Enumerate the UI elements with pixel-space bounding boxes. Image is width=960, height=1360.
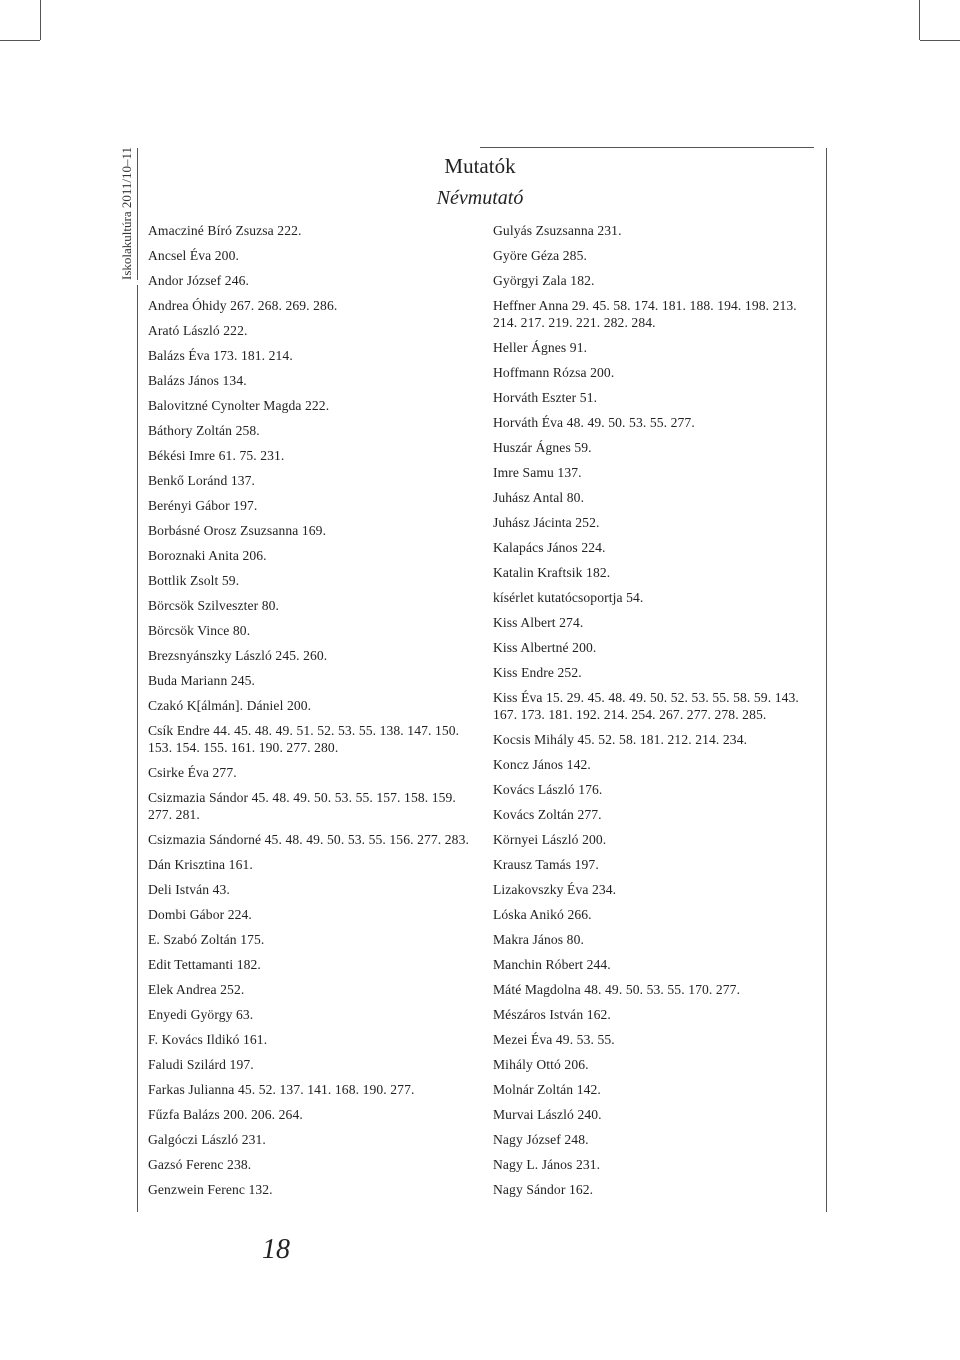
index-entry: Börcsök Vince 80. [148,623,251,638]
index-column-right [493,222,823,1206]
index-entry: F. Kovács Ildikó 161. [148,1032,268,1047]
index-entry: Balázs Éva 173. 181. 214. [148,348,293,363]
index-entry: Deli István 43. [148,882,230,897]
index-entry: Hoffmann Rózsa 200. [493,365,615,380]
index-entry: Dán Krisztina 161. [148,857,253,872]
index-entry: Kovács Zoltán 277. [493,807,602,822]
index-entry: Amacziné Bíró Zsuzsa 222. [148,223,302,238]
crop-mark-top-left-h [0,40,40,41]
index-entry: Buda Mariann 245. [148,673,256,688]
index-entry: Kovács László 176. [493,782,603,797]
index-entry: Lizakovszky Éva 234. [493,882,617,897]
index-entry: Kiss Endre 252. [493,665,582,680]
index-entry: Dombi Gábor 224. [148,907,252,922]
index-entry: Manchin Róbert 244. [493,957,611,972]
index-entry: Brezsnyánszky László 245. 260. [148,648,328,663]
index-entry: Nagy József 248. [493,1132,589,1147]
index-entry: Kalapács János 224. [493,540,606,555]
index-entry: Kocsis Mihály 45. 52. 58. 181. 212. 214. 234. [493,732,748,747]
crop-mark-top-left-v [40,0,41,40]
index-entry: Czakó K[álmán]. Dániel 200. [148,698,312,713]
index-entry: Báthory Zoltán 258. [148,423,260,438]
index-entry: Horváth Eszter 51. [493,390,598,405]
index-entry: Heller Ágnes 91. [493,340,588,355]
index-entry: Horváth Éva 48. 49. 50. 53. 55. 277. [493,415,695,430]
index-entry: Györgyi Zala 182. [493,273,595,288]
index-entry: Genzwein Ferenc 132. [148,1182,273,1197]
index-entry: Mihály Ottó 206. [493,1057,589,1072]
index-entry: Kiss Albertné 200. [493,640,597,655]
index-entry: Berényi Gábor 197. [148,498,258,513]
index-entry: Békési Imre 61. 75. 231. [148,448,285,463]
index-entry: Fűzfa Balázs 200. 206. 264. [148,1107,303,1122]
index-entry: Juhász Antal 80. [493,490,585,505]
index-entry: Heffner Anna 29. 45. 58. 174. 181. 188. 194. 198. 213. 214. 217. 219. 221. 282. 284. [493,298,797,330]
crop-mark-top-right-v [919,0,920,40]
index-entry: Csík Endre 44. 45. 48. 49. 51. 52. 53. 55. 138. 147. 150. 153. 154. 155. 161. 190. 277. 280. [148,723,460,755]
index-entry: Faludi Szilárd 197. [148,1057,254,1072]
index-entry: Nagy Sándor 162. [493,1182,594,1197]
index-entry: Arató László 222. [148,323,248,338]
index-entry: Börcsök Szilveszter 80. [148,598,280,613]
index-entry: Edit Tettamanti 182. [148,957,261,972]
index-entry: Csirke Éva 277. [148,765,237,780]
page-title: Mutatók [444,154,516,178]
page-number: 18 [262,1234,290,1265]
index-entry: Borbásné Orosz Zsuzsanna 169. [148,523,327,538]
index-entry: E. Szabó Zoltán 175. [148,932,265,947]
index-entry: Bottlik Zsolt 59. [148,573,240,588]
index-entry: kísérlet kutatócsoportja 54. [493,590,644,605]
index-entry: Makra János 80. [493,932,584,947]
index-entry: Kiss Albert 274. [493,615,584,630]
index-entry: Krausz Tamás 197. [493,857,599,872]
index-entry: Környei László 200. [493,832,607,847]
page-subtitle: Névmutató [436,187,524,209]
top-rule [480,147,814,148]
index-entry: Koncz János 142. [493,757,591,772]
index-entry: Murvai László 240. [493,1107,602,1122]
index-entry: Imre Samu 137. [493,465,582,480]
index-entry: Gulyás Zsuzsanna 231. [493,223,622,238]
index-entry: Boroznaki Anita 206. [148,548,267,563]
index-entry: Kiss Éva 15. 29. 45. 48. 49. 50. 52. 53. 55. 58. 59. 143. 167. 173. 181. 192. 214. 254. 267. 277. 278. 285. [493,690,799,722]
index-entry: Mezei Éva 49. 53. 55. [493,1032,615,1047]
index-column-left [148,222,478,1206]
index-entry: Máté Magdolna 48. 49. 50. 53. 55. 170. 277. [493,982,741,997]
index-entry: Huszár Ágnes 59. [493,440,592,455]
index-entry: Benkő Loránd 137. [148,473,256,488]
index-entry: Andrea Óhidy 267. 268. 269. 286. [148,298,338,313]
index-entry: Nagy L. János 231. [493,1157,601,1172]
index-entry: Lóska Anikó 266. [493,907,592,922]
running-header-vertical: Iskolakultúra 2011/10–11 [119,147,134,280]
index-entry: Györe Géza 285. [493,248,587,263]
index-entry: Enyedi György 63. [148,1007,254,1022]
index-entry: Farkas Julianna 45. 52. 137. 141. 168. 190. 277. [148,1082,415,1097]
index-entry: Mészáros István 162. [493,1007,611,1022]
crop-mark-top-right-h [920,40,960,41]
index-entry: Galgóczi László 231. [148,1132,266,1147]
index-entry: Katalin Kraftsik 182. [493,565,611,580]
index-entry: Balovitzné Cynolter Magda 222. [148,398,330,413]
index-entry: Csizmazia Sándorné 45. 48. 49. 50. 53. 55. 156. 277. 283. [148,832,469,847]
index-entry: Juhász Jácinta 252. [493,515,600,530]
index-entry: Gazsó Ferenc 238. [148,1157,252,1172]
index-entry: Elek Andrea 252. [148,982,245,997]
index-entry: Balázs János 134. [148,373,247,388]
right-border-rule [826,148,827,1212]
index-entry: Andor József 246. [148,273,249,288]
index-entry: Ancsel Éva 200. [148,248,239,263]
index-entry: Molnár Zoltán 142. [493,1082,601,1097]
index-entry: Csizmazia Sándor 45. 48. 49. 50. 53. 55. 157. 158. 159. 277. 281. [148,790,456,822]
left-border-rule [137,285,138,1212]
